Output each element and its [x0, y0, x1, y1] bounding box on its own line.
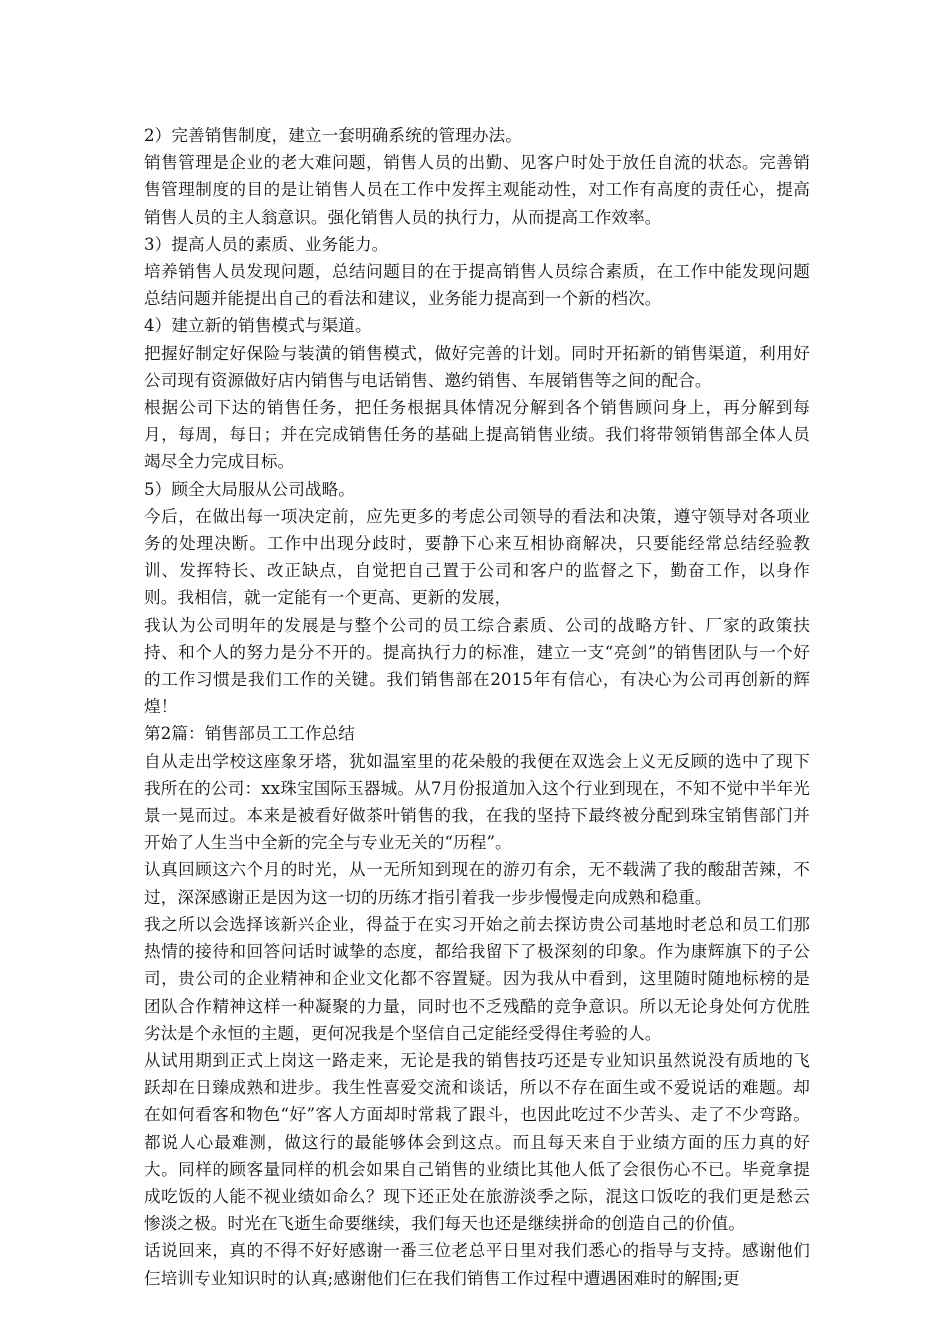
body-paragraph: 我之所以会选择该新兴企业，得益于在实习开始之前去探访贵公司基地时老总和员工们那热情的接待和回答问话时诚挚的态度，都给我留下了极深刻的印象。作为康辉旗下的子公司，贵公司的企业精神和企业文化都不容置疑。因为我从中看到，这里随时随地标榜的是团队合作精神这样一种凝聚的力量，同时也不乏残酷的竞争意识。所以无论身处何方优胜劣汰是个永恒的主题，更何况我是个坚信自己定能经受得住考验的人。 — [144, 914, 810, 1043]
document-page — [144, 122, 810, 1292]
body-paragraph: 根据公司下达的销售任务，把任务根据具体情况分解到各个销售顾问身上，再分解到每月，每周，每日；并在完成销售任务的基础上提高销售业绩。我们将带领销售部全体人员竭尽全力完成目标。 — [144, 398, 810, 472]
body-paragraph: 今后，在做出每一项决定前，应先更多的考虑公司领导的看法和决策，遵守领导对各项业务的处理决断。工作中出现分歧时，要静下心来互相协商解决，只要能经常总结经验教训、发挥特长、改正缺点，自觉把自己置于公司和客户的监督之下，勤奋工作，以身作则。我相信，就一定能有一个更高、更新的发展， — [144, 506, 810, 608]
section-heading-3: 3）提高人员的素质、业务能力。 — [144, 234, 389, 254]
body-paragraph: 销售管理是企业的老大难问题，销售人员的出勤、见客户时处于放任自流的状态。完善销售管理制度的目的是让销售人员在工作中发挥主观能动性，对工作有高度的责任心，提高销售人员的主人翁意识。强化销售人员的执行力，从而提高工作效率。 — [144, 153, 810, 227]
section-heading-5: 5）顾全大局服从公司战略。 — [144, 479, 355, 499]
body-paragraph: 培养销售人员发现问题，总结问题目的在于提高销售人员综合素质，在工作中能发现问题总结问题并能提出自己的看法和建议，业务能力提高到一个新的档次。 — [144, 262, 810, 309]
body-paragraph: 认真回顾这六个月的时光，从一无所知到现在的游刃有余，无不载满了我的酸甜苦辣，不过，深深感谢正是因为这一切的历练才指引着我一步步慢慢走向成熟和稳重。 — [144, 860, 810, 907]
body-paragraph: 把握好制定好保险与装潢的销售模式，做好完善的计划。同时开拓新的销售渠道，利用好公司现有资源做好店内销售与电话销售、邀约销售、车展销售等之间的配合。 — [144, 343, 810, 390]
section-heading-2: 2）完善销售制度，建立一套明确系统的管理办法。 — [144, 126, 522, 145]
section-heading-4: 4）建立新的销售模式与渠道。 — [144, 316, 372, 336]
body-paragraph: 我认为公司明年的发展是与整个公司的员工综合素质、公司的战略方针、厂家的政策扶持、和个人的努力是分不开的。提高执行力的标准，建立一支“亮剑”的销售团队与一个好的工作习惯是我们工作的关键。我们销售部在2015年有信心，有决心为公司再创新的辉煌！ — [144, 615, 810, 717]
body-paragraph: 话说回来，真的不得不好好感谢一番三位老总平日里对我们悉心的指导与支持。感谢他们仨培训专业知识时的认真;感谢他们仨在我们销售工作过程中遭遇困难时的解围;更 — [144, 1241, 810, 1288]
body-paragraph: 自从走出学校这座象牙塔，犹如温室里的花朵般的我便在双选会上义无反顾的选中了现下我所在的公司：xx珠宝国际玉器城。从7月份报道加入这个行业到现在，不知不觉中半年光景一晃而过。本来是被看好做茶叶销售的我，在我的坚持下最终被分配到珠宝销售部门并开始了人生当中全新的完全与专业无关的“历程”。 — [144, 751, 810, 853]
article-title: 第2篇：销售部员工工作总结 — [144, 724, 355, 744]
body-paragraph: 从试用期到正式上岗这一路走来，无论是我的销售技巧还是专业知识虽然说没有质地的飞跃却在日臻成熟和进步。我生性喜爱交流和谈话，所以不存在面生或不爱说话的难题。却在如何看客和物色“好”客人方面却时常栽了跟斗，也因此吃过不少苦头、走了不少弯路。都说人心最难测，做这行的最能够体会到这点。而且每天来自于业绩方面的压力真的好大。同样的顾客量同样的机会如果自己销售的业绩比其他人低了会很伤心不已。毕竟拿提成吃饭的人能不视业绩如命么？现下还正处在旅游淡季之际，混这口饭吃的我们更是愁云惨淡之极。时光在飞逝生命要继续，我们每天也还是继续拼命的创造自己的价值。 — [144, 1050, 810, 1234]
